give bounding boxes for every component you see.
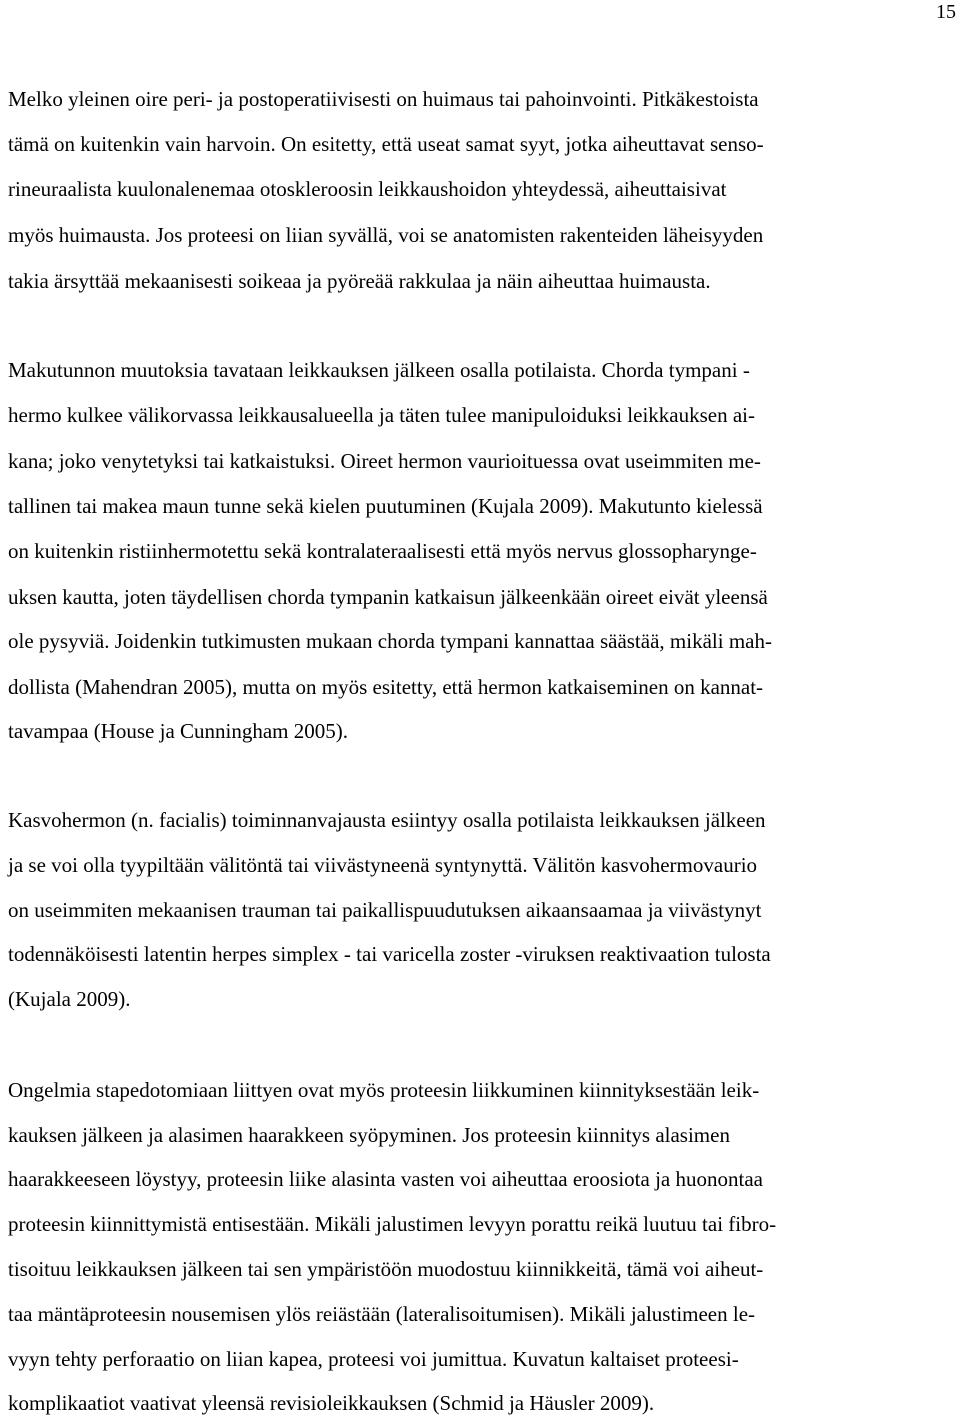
text-line: komplikaatiot vaativat yleensä revisioleikkauksen (Schmid ja Häusler 2009). [8, 1391, 655, 1415]
text-line: on useimmiten mekaanisen trauman tai paikallispuudutuksen aikaansaamaa ja viivästynyt [8, 898, 762, 922]
text-line: myös huimausta. Jos proteesi on liian syvällä, voi se anatomisten rakenteiden läheisyyden [8, 223, 764, 247]
text-line: tisoituu leikkauksen jälkeen tai sen ympäristöön muodostuu kiinnikkeitä, tämä voi aiheut- [8, 1257, 764, 1281]
text-line: kana; joko venytetyksi tai katkaistuksi. Oireet hermon vaurioituessa ovat useimmiten me- [8, 449, 761, 473]
text-line: tämä on kuitenkin vain harvoin. On esitetty, että useat samat syyt, jotka aiheuttavat senso- [8, 132, 764, 156]
text-line: uksen kautta, joten täydellisen chorda tympanin katkaisun jälkeenkään oireet eivät yleensä [8, 585, 768, 609]
text-line: ole pysyviä. Joidenkin tutkimusten mukaan chorda tympani kannattaa säästää, mikäli mah- [8, 629, 772, 653]
text-line: tallinen tai makea maun tunne sekä kielen puutuminen (Kujala 2009). Makutunto kielessä [8, 494, 763, 518]
text-line: proteesin kiinnittymistä entisestään. Mikäli jalustimen levyyn porattu reikä luutuu tai fibro- [8, 1212, 777, 1236]
text-line: Melko yleinen oire peri- ja postoperatiivisesti on huimaus tai pahoinvointi. Pitkäkestoista [8, 87, 759, 111]
text-line: todennäköisesti latentin herpes simplex - tai varicella zoster -viruksen reaktivaation tulosta [8, 942, 771, 966]
text-line: kauksen jälkeen ja alasimen haarakkeen syöpyminen. Jos proteesin kiinnitys alasimen [8, 1123, 730, 1147]
text-line: dollista (Mahendran 2005), mutta on myös esitetty, että hermon katkaiseminen on kannat- [8, 675, 764, 699]
text-line: ja se voi olla tyypiltään välitöntä tai viivästyneenä syntynyttä. Välitön kasvohermovaurio [8, 853, 758, 877]
text-line: takia ärsyttää mekaanisesti soikeaa ja pyöreää rakkulaa ja näin aiheuttaa huimausta. [8, 269, 711, 293]
text-line: haarakkeeseen löystyy, proteesin liike alasinta vasten voi aiheuttaa eroosiota ja huonontaa [8, 1167, 763, 1191]
text-line: Kasvohermon (n. facialis) toiminnanvajausta esiintyy osalla potilaista leikkauksen jälkeen [8, 808, 766, 832]
text-line: (Kujala 2009). [8, 987, 131, 1011]
text-line: Ongelmia stapedotomiaan liittyen ovat myös proteesin liikkuminen kiinnityksestään leik- [8, 1078, 760, 1102]
page-number: 15 [936, 1, 956, 23]
text-line: Makutunnon muutoksia tavataan leikkauksen jälkeen osalla potilaista. Chorda tympani - [8, 358, 750, 382]
text-line: tavampaa (House ja Cunningham 2005). [8, 719, 348, 743]
text-line: taa mäntäproteesin nousemisen ylös reiästään (lateralisoitumisen). Mikäli jalustimeen le- [8, 1302, 756, 1326]
text-line: on kuitenkin ristiinhermotettu sekä kontralateraalisesti että myös nervus glossopharynge- [8, 539, 757, 563]
text-line: vyyn tehty perforaatio on liian kapea, proteesi voi jumittua. Kuvatun kaltaiset proteesi- [8, 1347, 739, 1371]
text-line: rineuraalista kuulonalenemaa otoskleroosin leikkaushoidon yhteydessä, aiheuttaisivat [8, 177, 727, 201]
text-line: hermo kulkee välikorvassa leikkausalueella ja täten tulee manipuloiduksi leikkauksen ai- [8, 403, 756, 427]
